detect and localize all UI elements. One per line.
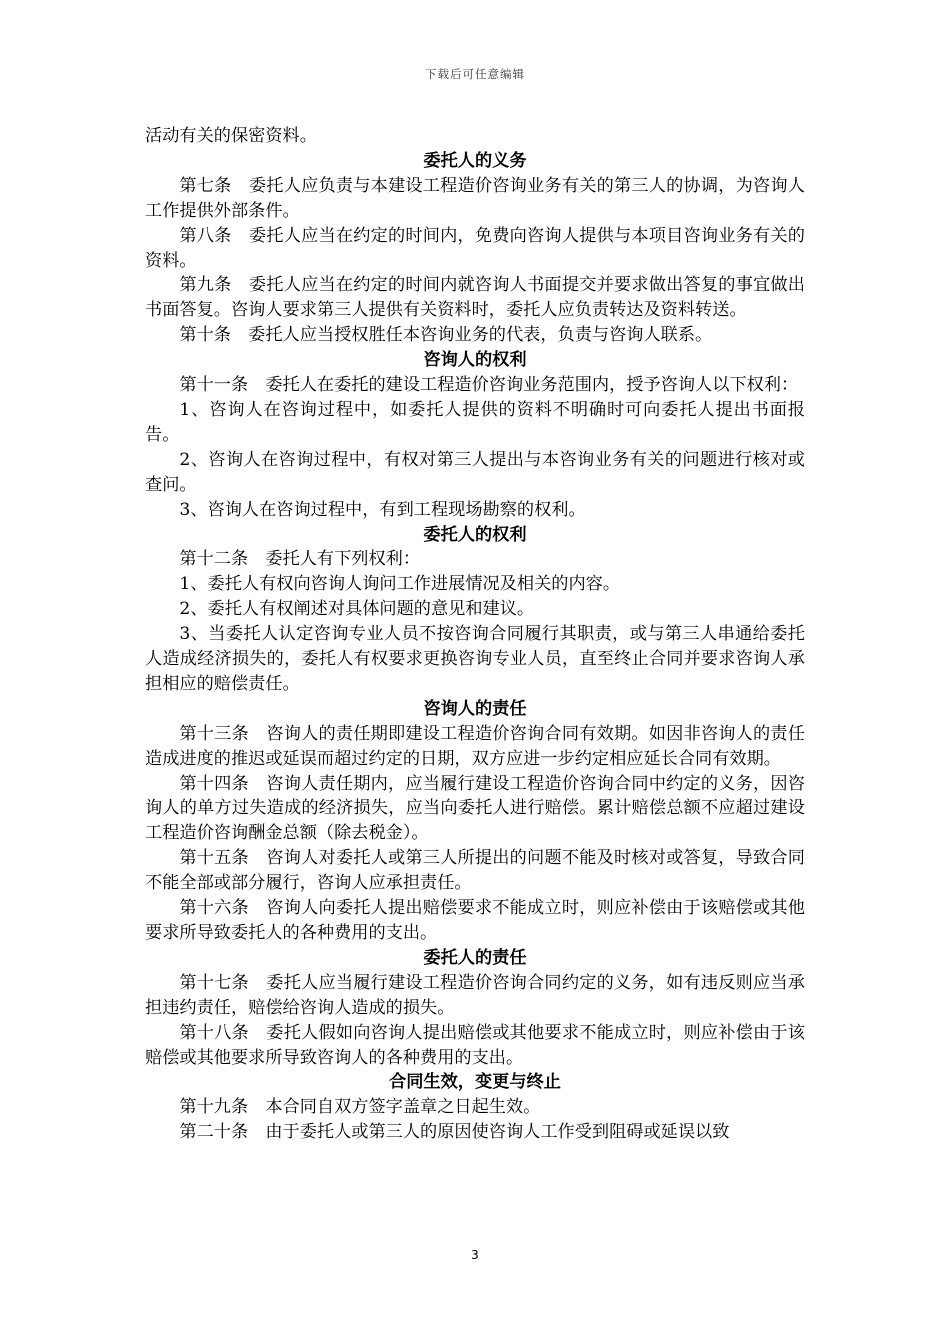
article-paragraph: 第九条 委托人应当在约定的时间内就咨询人书面提交并要求做出答复的事宜做出书面答复。咨询人要求第三人提供有关资料时，委托人应负责转达及资料转送。 — [145, 275, 805, 321]
article-paragraph: 1、委托人有权向咨询人询问工作进展情况及相关的内容。 — [179, 574, 621, 595]
page-header: 下载后可任意编辑 — [425, 67, 525, 81]
article-paragraph: 3、当委托人认定咨询专业人员不按咨询合同履行其职责，或与第三人串通给委托人造成经济损失的，委托人有权要求更换咨询专业人员，直至终止合同并要求咨询人承担相应的赔偿责任。 — [145, 624, 805, 694]
page-number: 3 — [471, 1248, 479, 1262]
article-paragraph: 第十三条 咨询人的责任期即建设工程造价咨询合同有效期。如因非咨询人的责任造成进度的推迟或延误而超过约定的日期，双方应进一步约定相应延长合同有效期。 — [145, 723, 805, 769]
article-paragraph: 第十四条 咨询人责任期内，应当履行建设工程造价咨询合同中约定的义务，因咨询人的单方过失造成的经济损失，应当向委托人进行赔偿。累计赔偿总额不应超过建设工程造价咨询酬金总额（除去税金）。 — [145, 773, 805, 844]
article-paragraph: 第十九条 本合同自双方签字盖章之日起生效。 — [179, 1097, 541, 1118]
article-paragraph: 第十五条 咨询人对委托人或第三人所提出的问题不能及时核对或答复，导致合同不能全部或部分履行，咨询人应承担责任。 — [145, 848, 805, 894]
document-body — [145, 124, 805, 1145]
section-heading: 合同生效，变更与终止 — [389, 1072, 561, 1093]
article-paragraph: 3、咨询人在咨询过程中，有到工程现场勘察的权利。 — [179, 499, 586, 520]
article-paragraph: 2、委托人有权阐述对具体问题的意见和建议。 — [179, 599, 535, 620]
section-heading: 咨询人的权利 — [423, 350, 527, 371]
article-paragraph: 第七条 委托人应负责与本建设工程造价咨询业务有关的第三人的协调，为咨询人工作提供外部条件。 — [145, 175, 805, 221]
article-paragraph: 第十条 委托人应当授权胜任本咨询业务的代表，负责与咨询人联系。 — [179, 325, 713, 346]
article-paragraph: 第十七条 委托人应当履行建设工程造价咨询合同约定的义务，如有违反则应当承担违约责任，赔偿给咨询人造成的损失。 — [145, 972, 805, 1018]
article-paragraph: 第八条 委托人应当在约定的时间内，免费向咨询人提供与本项目咨询业务有关的资料。 — [145, 225, 805, 271]
article-paragraph: 2、咨询人在咨询过程中，有权对第三人提出与本咨询业务有关的问题进行核对或查问。 — [145, 449, 805, 495]
article-paragraph: 第十一条 委托人在委托的建设工程造价咨询业务范围内，授予咨询人以下权利： — [179, 375, 799, 396]
article-paragraph: 1、咨询人在咨询过程中，如委托人提供的资料不明确时可向委托人提出书面报告。 — [145, 399, 805, 445]
article-paragraph: 第二十条 由于委托人或第三人的原因使咨询人工作受到阻碍或延误以致 — [179, 1122, 730, 1143]
article-paragraph: 第十二条 委托人有下列权利： — [179, 549, 421, 570]
article-paragraph: 第十六条 咨询人向委托人提出赔偿要求不能成立时，则应补偿由于该赔偿或其他要求所导致委托人的各种费用的支出。 — [145, 898, 805, 943]
section-heading: 委托人的权利 — [423, 524, 527, 545]
section-heading: 委托人的义务 — [423, 150, 527, 171]
section-heading: 委托人的责任 — [423, 947, 527, 968]
article-paragraph: 活动有关的保密资料。 — [145, 126, 317, 146]
section-heading: 咨询人的责任 — [423, 698, 527, 719]
article-paragraph: 第十八条 委托人假如向咨询人提出赔偿或其他要求不能成立时，则应补偿由于该赔偿或其他要求所导致咨询人的各种费用的支出。 — [145, 1022, 805, 1068]
